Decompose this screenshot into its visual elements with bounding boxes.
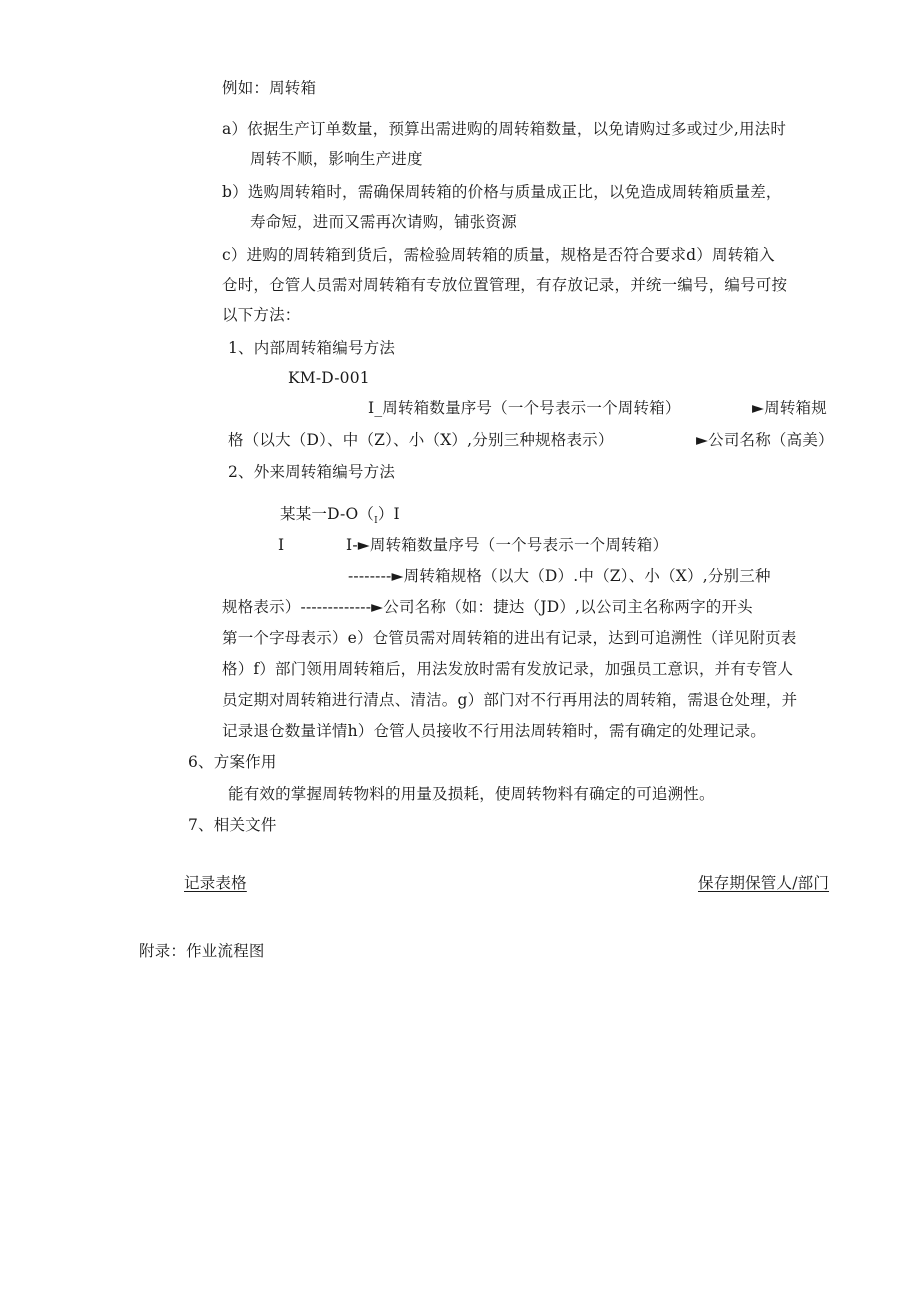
item-f-line-1: 格）f）部门领用周转箱后，用法发放时需有发放记录，加强员工意识，并有专管人 <box>222 660 794 678</box>
item-a-line-1: a）依据生产订单数量，预算出需进购的周转箱数量，以免请购过多或过少,用法时 <box>222 120 787 138</box>
item-e-line: 第一个字母表示）e）仓管员需对周转箱的进出有记录，达到可追溯性（详见附页表 <box>222 629 797 647</box>
internal-spec-label: ►周转箱规 <box>752 399 827 417</box>
item-c-line-3: 以下方法： <box>222 306 301 324</box>
section-6-heading: 6、方案作用 <box>188 753 277 771</box>
internal-spec-detail: 格（以大（D）、中（Z）、小（X）,分别三种规格表示） <box>228 431 614 449</box>
item-a-line-2: 周转不顺，影响生产进度 <box>250 150 423 168</box>
external-seq-label: I-►周转箱数量序号（一个号表示一个周转箱） <box>346 536 669 554</box>
item-f-line-2: 员定期对周转箱进行清点、清洁。g）部门对不行再用法的周转箱，需退仓处理，并 <box>222 691 798 709</box>
section-7-heading: 7、相关文件 <box>188 816 277 834</box>
external-marker: I <box>278 536 285 554</box>
item-c-line-1: c）进购的周转箱到货后，需检验周转箱的质量，规格是否符合要求d）周转箱入 <box>222 246 775 264</box>
internal-code-example: KM-D-001 <box>288 369 370 387</box>
item-b-line-1: b）选购周转箱时，需确保周转箱的价格与质量成正比，以免造成周转箱质量差， <box>222 183 782 201</box>
retention-keeper-header: 保存期保管人/部门 <box>698 874 830 892</box>
example-heading: 例如：周转箱 <box>222 79 317 97</box>
item-h-line: 记录退仓数量详情h）仓管人员接收不行用法周转箱时，需有确定的处理记录。 <box>222 722 766 740</box>
appendix-heading: 附录：作业流程图 <box>139 942 265 960</box>
internal-numbering-heading: 1、内部周转箱编号方法 <box>228 339 396 357</box>
external-code-example: 某某一$D-O(_I)I$ <box>280 505 400 526</box>
record-form-header: 记录表格 <box>184 874 247 892</box>
item-b-line-2: 寿命短，进而又需再次请购，铺张资源 <box>250 213 517 231</box>
item-c-line-2: 仓时，仓管人员需对周转箱有专放位置管理，有存放记录，并统一编号，编号可按 <box>222 276 788 294</box>
external-spec-label: --------►周转箱规格（以大（D）.中（Z）、小（X）,分别三种 <box>348 567 771 585</box>
internal-company-label: ►公司名称（高美） <box>696 431 834 449</box>
internal-seq-label: I_周转箱数量序号（一个号表示一个周转箱） <box>368 399 681 417</box>
section-6-body: 能有效的掌握周转物料的用量及损耗，使周转物料有确定的可追溯性。 <box>228 785 715 803</box>
external-numbering-heading: 2、外来周转箱编号方法 <box>228 463 396 481</box>
external-company-label: 规格表示）-------------►公司名称（如：捷达（JD）,以公司主名称两字的开头 <box>222 598 753 616</box>
